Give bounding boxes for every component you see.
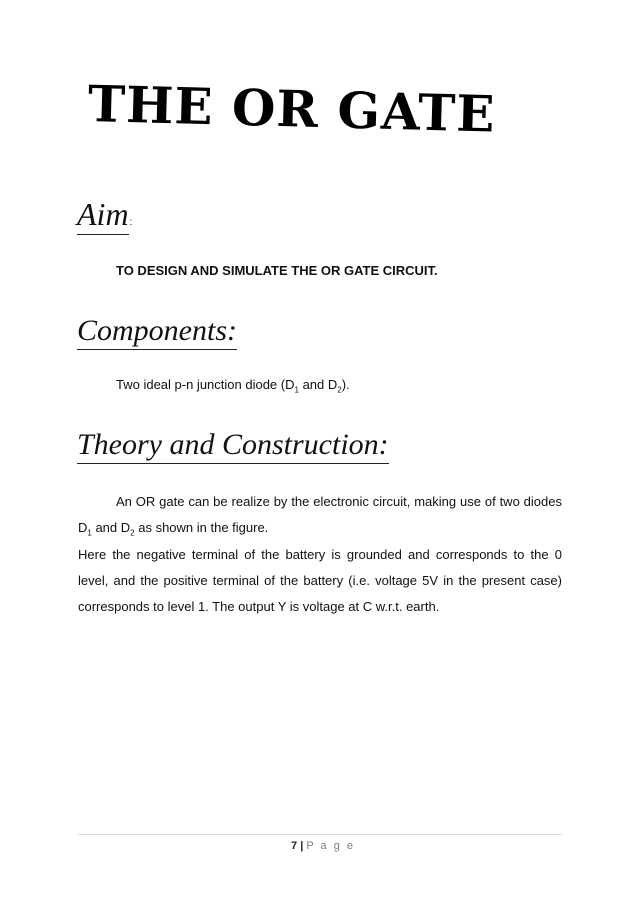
diode-subscript-2: 2 (337, 385, 342, 395)
theory-paragraph-1-prefix: An OR gate can be realize by the electronic circuit, making use of two diodes D (78, 494, 562, 535)
page-label: P a g e (306, 840, 355, 852)
theory-paragraph-2: Here the negative terminal of the battery is grounded and corresponds to the 0 level, and the positive terminal of the battery (i.e. voltage 5V in the present case) corresponds to level 1. The output Y is voltage at C w.r.t. earth. (78, 547, 562, 614)
theory-paragraph-1 (78, 489, 562, 547)
page-number: 7 (291, 840, 298, 852)
theory-diode-subscript-2: 2 (130, 528, 135, 538)
diode-subscript-1: 1 (294, 385, 299, 395)
components-heading-label: Components: (77, 315, 237, 350)
components-text-suffix: ). (341, 377, 350, 392)
components-text-middle: and D (298, 377, 338, 392)
components-text (116, 377, 350, 395)
components-heading (77, 314, 237, 350)
aim-heading (77, 196, 132, 235)
footer-separator: | (300, 840, 304, 852)
theory-heading (77, 428, 389, 464)
page-footer (278, 839, 368, 853)
components-text-prefix: Two ideal p-n junction diode (D (116, 377, 295, 392)
theory-heading-label: Theory and Construction: (77, 429, 389, 464)
theory-paragraph-1-middle: and D (91, 520, 131, 535)
theory-diode-subscript-1: 1 (87, 528, 92, 538)
aim-text: TO DESIGN AND SIMULATE THE OR GATE CIRCUIT. (116, 263, 438, 278)
document-title: THE OR GATE (87, 74, 497, 144)
footer-divider (78, 834, 562, 835)
theory-paragraph-1-suffix: as shown in the figure. (134, 520, 269, 535)
aim-heading-suffix: : (129, 217, 133, 228)
aim-heading-label: Aim (77, 198, 129, 235)
